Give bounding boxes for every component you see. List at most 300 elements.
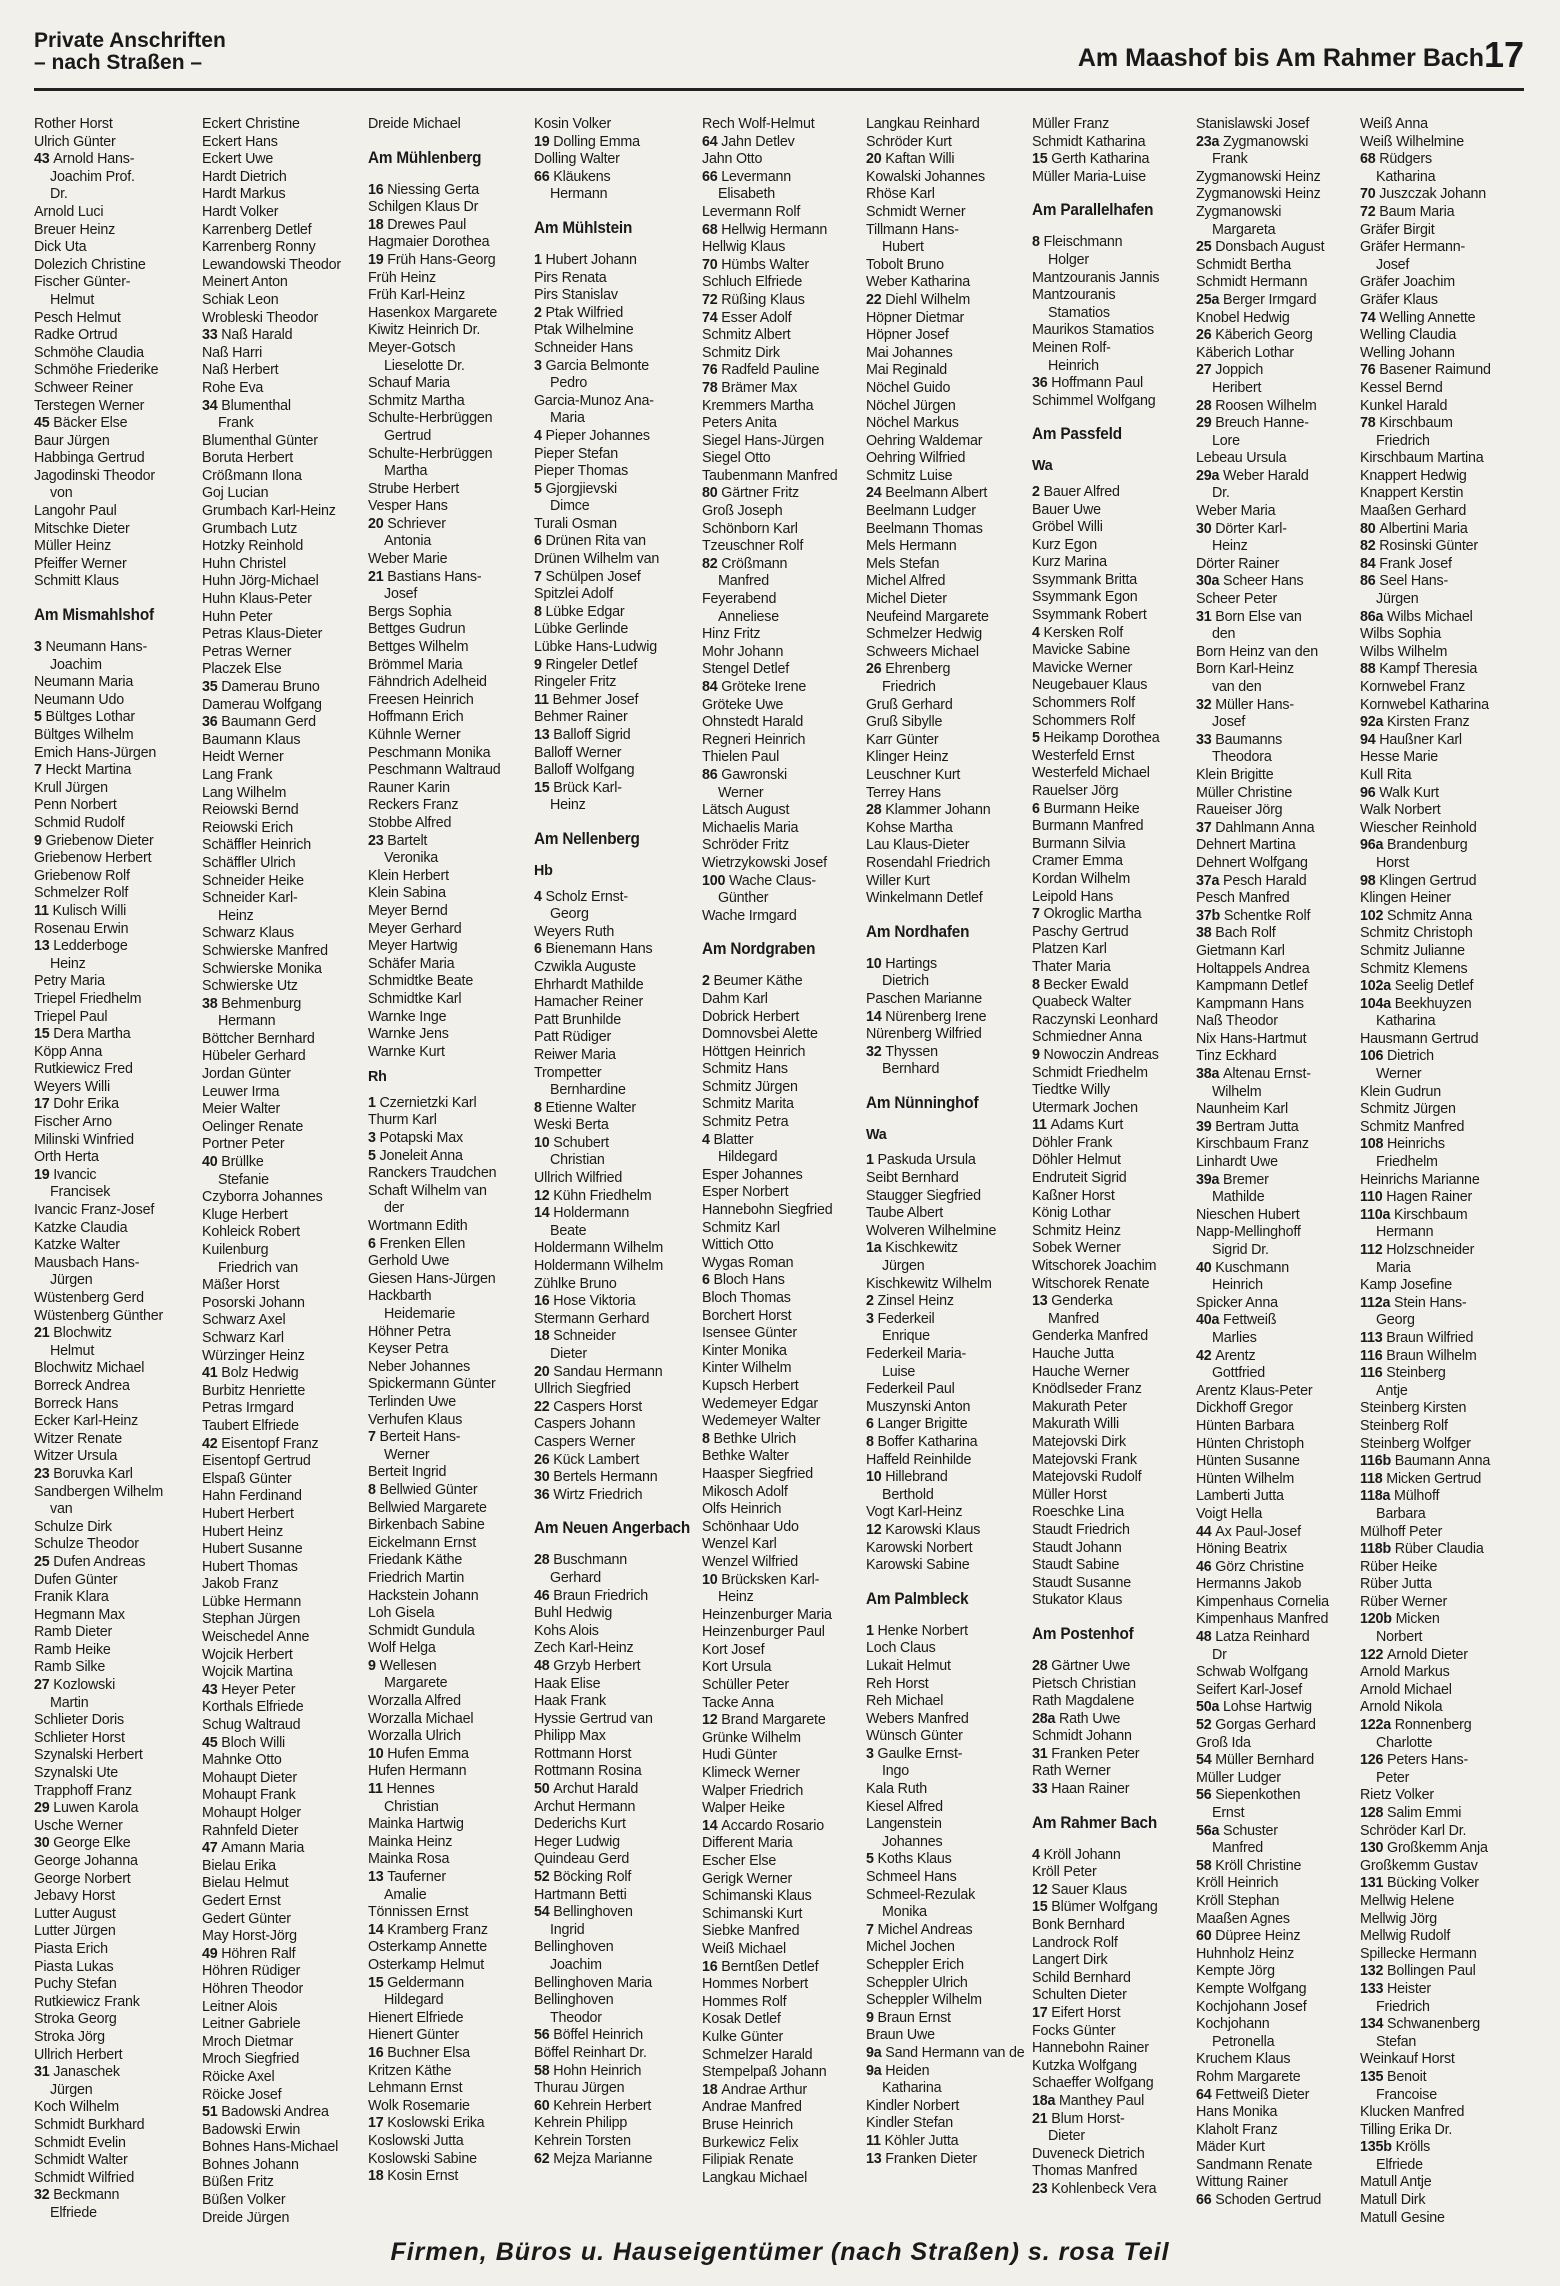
- house-number: 7: [1032, 906, 1044, 923]
- resident-entry: Lübke Hermann: [202, 1593, 302, 1610]
- house-number: 18a: [1032, 2092, 1060, 2109]
- resident-entry: 112a Stein Hans-: [1360, 1294, 1467, 1311]
- resident-entry: 16 Niessing Gerta: [368, 181, 480, 198]
- resident-entry: 5 Joneleit Anna: [368, 1147, 463, 1164]
- house-number: 102a: [1360, 978, 1395, 995]
- resident-entry: Haasper Siegfried: [702, 1465, 814, 1482]
- resident-entry: Borchert Horst: [702, 1307, 792, 1324]
- resident-entry: Tiedtke Willy: [1032, 1082, 1110, 1099]
- resident-entry: 8 Boffer Katharina: [866, 1433, 978, 1450]
- resident-entry: Oelinger Renate: [202, 1118, 304, 1135]
- resident-entry: Haak Frank: [534, 1693, 606, 1710]
- resident-entry: Höpner Dietmar: [866, 309, 965, 326]
- house-number: 10: [702, 1571, 722, 1588]
- resident-entry: Mroch Dietmar: [202, 2033, 294, 2050]
- resident-entry: Schröder Kurt: [866, 133, 952, 150]
- resident-entry: Heinz: [1212, 538, 1248, 555]
- resident-entry: Mäder Kurt: [1196, 2139, 1265, 2156]
- resident-entry: Francoise: [1376, 2086, 1437, 2103]
- resident-entry: Weber Marie: [368, 551, 448, 568]
- house-number: 68: [702, 221, 722, 238]
- resident-entry: 70 Juszczak Johann: [1360, 186, 1486, 203]
- house-number: 88: [1360, 661, 1380, 678]
- house-number: 22: [866, 291, 886, 308]
- resident-entry: Wenzel Karl: [702, 1536, 777, 1553]
- resident-entry: Bellinghoven Maria: [534, 1974, 652, 1991]
- house-number: 66: [702, 168, 722, 185]
- resident-entry: Mai Reginald: [866, 362, 948, 379]
- resident-entry: 17 Dohr Erika: [34, 1096, 119, 1113]
- resident-entry: Kohleick Robert: [202, 1224, 300, 1241]
- house-number: 78: [1360, 415, 1380, 432]
- resident-entry: Reh Michael: [866, 1693, 944, 1710]
- resident-entry: Hauche Werner: [1032, 1363, 1130, 1380]
- resident-entry: Georg: [1376, 1312, 1415, 1329]
- resident-entry: Wache Irmgard: [702, 907, 797, 924]
- resident-entry: Kurz Egon: [1032, 536, 1097, 553]
- resident-entry: 78 Kirschbaum: [1360, 415, 1453, 432]
- resident-entry: Ohnstedt Harald: [702, 714, 804, 731]
- resident-entry: Kupsch Herbert: [702, 1377, 799, 1394]
- resident-entry: Scheppler Erich: [866, 1957, 964, 1973]
- house-number: 6: [702, 1272, 714, 1289]
- resident-entry: Rauelser Jörg: [1032, 783, 1119, 799]
- resident-entry: Enrique: [882, 1328, 930, 1345]
- resident-entry: Cramer Emma: [1032, 853, 1123, 870]
- resident-entry: 56 Böffel Heinrich: [534, 2027, 643, 2044]
- resident-entry: 13 Tauferner: [368, 1869, 446, 1885]
- resident-entry: Schmöhe Friederike: [34, 362, 159, 379]
- resident-entry: Schommers Rolf: [1032, 695, 1135, 712]
- resident-entry: Schiak Leon: [202, 291, 279, 308]
- resident-entry: Birkenbach Sabine: [368, 1517, 485, 1534]
- resident-entry: Naß Herbert: [202, 362, 279, 379]
- resident-entry: Drünen Wilhelm van: [534, 551, 660, 568]
- resident-entry: Schaeffer Wolfgang: [1032, 2075, 1154, 2092]
- resident-entry: Mausbach Hans-: [34, 1254, 140, 1271]
- resident-entry: 82 Crößmann: [702, 555, 788, 572]
- resident-entry: Ernst: [1212, 1805, 1245, 1821]
- resident-entry: Landrock Rolf: [1032, 1934, 1118, 1951]
- resident-entry: 21 Blochwitz: [34, 1325, 112, 1342]
- resident-entry: 116 Braun Wilhelm: [1360, 1347, 1477, 1364]
- resident-entry: Höhren Rüdiger: [202, 1963, 301, 1980]
- resident-entry: Katzke Claudia: [34, 1219, 128, 1236]
- house-number: 2: [1032, 483, 1044, 500]
- resident-entry: 116b Baumann Anna: [1360, 1453, 1491, 1470]
- house-number: 11: [866, 2132, 885, 2149]
- resident-entry: Matejovski Dirk: [1032, 1433, 1126, 1450]
- house-number: 122a: [1360, 1717, 1395, 1734]
- resident-entry: Lutter August: [34, 1905, 116, 1922]
- house-number: 108: [1360, 1136, 1388, 1153]
- resident-entry: Szynalski Ute: [34, 1765, 119, 1782]
- resident-entry: Terlinden Uwe: [368, 1393, 456, 1410]
- resident-entry: Warnke Inge: [368, 1008, 447, 1025]
- house-number: 58: [1196, 1857, 1216, 1874]
- resident-entry: Büßen Volker: [202, 2192, 286, 2209]
- resident-entry: Gruß Gerhard: [866, 696, 953, 713]
- resident-entry: Arnold Nikola: [1360, 1699, 1443, 1716]
- house-number: 128: [1360, 1805, 1388, 1821]
- resident-entry: Heger Ludwig: [534, 1833, 620, 1850]
- resident-entry: Gräfer Klaus: [1360, 291, 1438, 308]
- resident-entry: Federkeil Maria-: [866, 1346, 967, 1362]
- resident-entry: Zygmanowski Heinz: [1196, 168, 1321, 185]
- resident-entry: 72 Rüßing Klaus: [702, 291, 805, 308]
- resident-entry: Paschen Marianne: [866, 990, 983, 1007]
- resident-entry: Taube Albert: [866, 1205, 944, 1222]
- house-number: 38: [202, 995, 222, 1012]
- resident-entry: Meier Walter: [202, 1101, 281, 1118]
- resident-entry: Reckers Franz: [368, 797, 459, 814]
- resident-entry: Mels Hermann: [866, 538, 957, 555]
- street-heading: Am Rahmer Bach: [1032, 1812, 1158, 1832]
- resident-entry: Matull Antje: [1360, 2174, 1432, 2191]
- house-number: 34: [202, 397, 222, 414]
- resident-entry: Köpp Anna: [34, 1043, 103, 1060]
- resident-entry: 17 Koslowski Erika: [368, 2115, 485, 2132]
- resident-entry: Schwarz Klaus: [202, 925, 294, 942]
- resident-entry: 15 Gerth Katharina: [1032, 151, 1150, 168]
- resident-entry: Müller Franz: [1032, 116, 1110, 132]
- resident-entry: van den: [1212, 679, 1262, 695]
- resident-entry: Röicke Josef: [202, 2086, 282, 2103]
- resident-entry: Blochwitz Michael: [34, 1360, 145, 1377]
- resident-entry: 13 Franken Dieter: [866, 2150, 978, 2167]
- resident-entry: 29a Weber Harald: [1196, 467, 1309, 484]
- house-number: 29a: [1196, 467, 1224, 484]
- resident-entry: Langkau Reinhard: [866, 116, 980, 132]
- resident-entry: Genderka Manfred: [1032, 1328, 1149, 1345]
- resident-entry: Lebeau Ursula: [1196, 450, 1287, 467]
- resident-entry: Stroka Georg: [34, 2011, 117, 2028]
- resident-entry: Hans Monika: [1196, 2104, 1278, 2121]
- resident-entry: Klinger Heinz: [866, 749, 949, 766]
- resident-entry: Kurz Marina: [1032, 554, 1107, 571]
- resident-entry: 9 Wellesen: [368, 1657, 437, 1674]
- resident-entry: Levermann Rolf: [702, 203, 801, 220]
- house-number: 16: [534, 1293, 554, 1310]
- house-number: 13: [1032, 1293, 1052, 1310]
- house-number: 48: [1196, 1629, 1216, 1646]
- resident-entry: 29 Breuch Hanne-: [1196, 415, 1309, 432]
- house-number: 6: [534, 533, 546, 550]
- resident-entry: 10 Hartings: [866, 955, 937, 972]
- house-number: 30: [534, 1469, 554, 1486]
- resident-entry: Mavicke Sabine: [1032, 642, 1131, 659]
- resident-entry: Born Heinz van den: [1196, 643, 1318, 660]
- house-number: 135b: [1360, 2139, 1396, 2156]
- resident-entry: Käberich Lothar: [1196, 344, 1294, 361]
- resident-entry: 135 Benoit: [1360, 2068, 1427, 2085]
- resident-entry: Müller Ludger: [1196, 1769, 1281, 1786]
- resident-entry: Petronella: [1212, 2033, 1275, 2050]
- house-number: 6: [534, 941, 546, 958]
- resident-entry: Theodor: [550, 2009, 602, 2026]
- resident-entry: 18 Drewes Paul: [368, 216, 467, 233]
- resident-entry: Matejovski Rudolf: [1032, 1469, 1142, 1486]
- page-number: 17: [1483, 34, 1524, 75]
- resident-entry: Heinrichs Marianne: [1360, 1171, 1480, 1188]
- resident-entry: Quindeau Gerd: [534, 1851, 630, 1868]
- address-columns: [34, 116, 1534, 2226]
- resident-entry: Escher Else: [702, 1853, 777, 1869]
- resident-entry: Schmitz Albert: [702, 327, 791, 344]
- house-number: 3: [866, 1745, 878, 1762]
- resident-entry: 128 Salim Emmi: [1360, 1805, 1462, 1821]
- resident-entry: Domnovsbei Alette: [702, 1026, 818, 1043]
- resident-entry: Knödlseder Franz: [1032, 1381, 1142, 1398]
- resident-entry: Burkewicz Felix: [702, 2134, 799, 2151]
- resident-entry: 135b Krölls: [1360, 2139, 1431, 2156]
- resident-entry: Jordan Günter: [202, 1066, 291, 1083]
- resident-entry: Dreide Michael: [368, 116, 461, 132]
- house-number: 12: [534, 1187, 554, 1204]
- resident-entry: 20 Sandau Hermann: [534, 1363, 663, 1380]
- resident-entry: Hardt Markus: [202, 186, 286, 203]
- resident-entry: 58 Hohn Heinrich: [534, 2062, 642, 2079]
- resident-entry: Weiß Wilhelmine: [1360, 133, 1464, 150]
- resident-entry: Schmidt Friedhelm: [1032, 1064, 1148, 1081]
- resident-entry: 23a Zygmanowski: [1196, 133, 1309, 150]
- resident-entry: Ullrich Siegfried: [534, 1381, 631, 1398]
- resident-entry: Stengel Detlef: [702, 661, 790, 678]
- resident-entry: Petras Werner: [202, 643, 292, 660]
- resident-entry: Rath Werner: [1032, 1763, 1111, 1780]
- resident-entry: Thater Maria: [1032, 958, 1111, 975]
- resident-entry: Friedank Käthe: [368, 1552, 463, 1569]
- house-number: 43: [34, 151, 54, 168]
- resident-entry: 7 Okroglic Martha: [1032, 906, 1142, 923]
- resident-entry: 37a Pesch Harald: [1196, 872, 1307, 889]
- resident-entry: Lang Wilhelm: [202, 784, 287, 801]
- resident-entry: Boruta Herbert: [202, 450, 293, 467]
- resident-entry: Kala Ruth: [866, 1781, 927, 1798]
- resident-entry: Kimpenhaus Cornelia: [1196, 1593, 1329, 1610]
- house-number: 18: [534, 1328, 554, 1345]
- resident-entry: Walk Norbert: [1360, 802, 1441, 819]
- resident-entry: Peschmann Monika: [368, 744, 491, 761]
- resident-entry: Ramb Silke: [34, 1659, 106, 1676]
- resident-entry: Kempte Wolfgang: [1196, 1980, 1307, 1997]
- resident-entry: 102a Seelig Detlef: [1360, 978, 1474, 995]
- resident-entry: Pesch Manfred: [1196, 890, 1290, 907]
- house-number: 33: [1196, 731, 1216, 748]
- resident-entry: Kindler Stefan: [866, 2115, 954, 2132]
- resident-entry: Hardt Volker: [202, 203, 279, 220]
- house-number: 56: [1196, 1787, 1216, 1804]
- resident-entry: Stobbe Alfred: [368, 814, 452, 831]
- resident-entry: 6 Bloch Hans: [702, 1272, 785, 1289]
- house-number: 6: [866, 1416, 878, 1433]
- resident-entry: Hubert Heinz: [202, 1523, 284, 1540]
- resident-entry: Hoffmann Erich: [368, 709, 464, 726]
- resident-entry: Siegel Hans-Jürgen: [702, 432, 824, 449]
- house-number: 11: [534, 691, 553, 708]
- resident-entry: Maaßen Gerhard: [1360, 503, 1467, 520]
- resident-entry: 35 Damerau Bruno: [202, 679, 320, 695]
- resident-entry: Heinzenburger Paul: [702, 1624, 825, 1641]
- house-number: 1: [368, 1094, 380, 1111]
- resident-entry: Mai Johannes: [866, 344, 953, 361]
- resident-entry: Bettges Gudrun: [368, 621, 466, 638]
- resident-entry: 37 Dahlmann Anna: [1196, 819, 1315, 836]
- resident-entry: Schmöhe Claudia: [34, 344, 144, 361]
- resident-entry: Schmitz Heinz: [1032, 1222, 1121, 1239]
- house-number: 31: [34, 2064, 54, 2081]
- resident-entry: 39 Bertram Jutta: [1196, 1118, 1299, 1135]
- house-number: 10: [866, 1469, 886, 1486]
- house-number: 92a: [1360, 714, 1388, 731]
- resident-entry: Eckert Hans: [202, 133, 278, 150]
- resident-entry: Amalie: [384, 1886, 427, 1903]
- resident-entry: 92a Kirsten Franz: [1360, 714, 1470, 731]
- house-number: 118b: [1360, 1541, 1395, 1558]
- resident-entry: Langenstein: [866, 1816, 942, 1833]
- header-label-line1: Private Anschriften: [34, 29, 226, 52]
- resident-entry: Schmidt Gundula: [368, 1622, 475, 1639]
- resident-entry: Schild Bernhard: [1032, 1969, 1131, 1986]
- resident-entry: Emich Hans-Jürgen: [34, 744, 157, 761]
- resident-entry: Stamatios: [1048, 304, 1110, 321]
- resident-entry: Schmidt Walter: [34, 2152, 128, 2169]
- resident-entry: Huhn Jörg-Michael: [202, 573, 319, 590]
- resident-entry: Schommers Rolf: [1032, 712, 1135, 729]
- resident-entry: Sandbergen Wilhelm: [34, 1483, 164, 1500]
- resident-entry: König Lothar: [1032, 1205, 1111, 1222]
- resident-entry: Dr: [1212, 1646, 1227, 1663]
- resident-entry: Hackbarth: [368, 1288, 432, 1305]
- resident-entry: Willer Kurt: [866, 872, 930, 889]
- resident-entry: 112 Holzschneider: [1360, 1242, 1475, 1258]
- resident-entry: Dehnert Martina: [1196, 837, 1296, 854]
- resident-entry: Wilbs Wilhelm: [1360, 643, 1448, 660]
- resident-entry: Stempelpaß Johann: [702, 2064, 827, 2081]
- resident-entry: 50a Lohse Hartwig: [1196, 1699, 1312, 1716]
- resident-entry: Ssymmank Robert: [1032, 607, 1147, 624]
- resident-entry: Lutter Jürgen: [34, 1923, 116, 1940]
- resident-entry: Wortmann Edith: [368, 1218, 468, 1235]
- house-number: 76: [1360, 362, 1380, 379]
- resident-entry: Heinz: [550, 797, 586, 814]
- resident-entry: 10 Hillebrand: [866, 1469, 948, 1486]
- resident-entry: 64 Fettweiß Dieter: [1196, 2086, 1310, 2103]
- resident-entry: Barbara: [1376, 1505, 1426, 1522]
- resident-entry: Nöchel Guido: [866, 379, 951, 396]
- resident-entry: Röicke Axel: [202, 2068, 275, 2085]
- resident-entry: Piasta Erich: [34, 1940, 108, 1957]
- house-number: 25: [1196, 239, 1216, 256]
- resident-entry: Krull Jürgen: [34, 779, 108, 796]
- house-number: 116b: [1360, 1453, 1395, 1470]
- resident-entry: Gottfried: [1212, 1365, 1266, 1382]
- resident-entry: Wojcik Herbert: [202, 1646, 293, 1663]
- resident-entry: Karrenberg Ronny: [202, 239, 316, 256]
- house-number: 42: [202, 1435, 222, 1452]
- resident-entry: Arnold Markus: [1360, 1664, 1450, 1681]
- resident-entry: Antonia: [384, 533, 432, 550]
- resident-entry: Burmann Silvia: [1032, 835, 1126, 852]
- resident-entry: 13 Balloff Sigrid: [534, 727, 631, 743]
- resident-entry: Schluch Elfriede: [702, 274, 803, 291]
- resident-entry: 28a Rath Uwe: [1032, 1710, 1121, 1727]
- resident-entry: Born Karl-Heinz: [1196, 661, 1294, 678]
- resident-entry: Weber Maria: [1196, 503, 1276, 520]
- house-number: 15: [368, 1974, 388, 1991]
- resident-entry: Ulrich Günter: [34, 133, 116, 150]
- resident-entry: Crößmann Ilona: [202, 467, 302, 484]
- resident-entry: Wedemeyer Walter: [702, 1413, 821, 1430]
- resident-entry: Pirs Renata: [534, 269, 607, 286]
- house-number: 21: [34, 1325, 54, 1342]
- resident-entry: Burbitz Henriette: [202, 1382, 306, 1399]
- resident-entry: Holger: [1048, 251, 1089, 268]
- header-range-title: Am Maashof bis Am Rahmer Bach: [1077, 44, 1484, 72]
- resident-entry: Schwierske Manfred: [202, 942, 328, 959]
- house-number: 60: [534, 2097, 554, 2114]
- resident-entry: Heidt Werner: [202, 749, 284, 766]
- resident-entry: Platzen Karl: [1032, 941, 1107, 958]
- resident-entry: Schmitz Marita: [702, 1096, 794, 1113]
- house-number: 74: [1360, 309, 1380, 326]
- resident-entry: Kröll Heinrich: [1196, 1875, 1279, 1892]
- resident-entry: 40a Fettweiß: [1196, 1312, 1277, 1329]
- resident-entry: Heinzenburger Maria: [702, 1606, 832, 1623]
- house-number: 39: [1196, 1118, 1216, 1135]
- resident-entry: Kluge Herbert: [202, 1206, 288, 1223]
- resident-entry: Vogt Karl-Heinz: [866, 1504, 963, 1521]
- resident-entry: 43 Heyer Peter: [202, 1681, 296, 1698]
- resident-entry: Schüller Peter: [702, 1677, 789, 1694]
- resident-entry: 16 Hose Viktoria: [534, 1293, 636, 1310]
- resident-entry: Patt Brunhilde: [534, 1011, 622, 1028]
- resident-entry: Monika: [882, 1904, 927, 1921]
- resident-entry: 38 Behmenburg: [202, 995, 302, 1012]
- resident-entry: Bauer Uwe: [1032, 501, 1101, 518]
- resident-entry: Koslowski Jutta: [368, 2132, 464, 2149]
- resident-entry: 11 Behmer Josef: [534, 691, 639, 708]
- resident-entry: Griebenow Rolf: [34, 867, 130, 884]
- resident-entry: Mellwig Rudolf: [1360, 1928, 1451, 1945]
- resident-entry: Kruchem Klaus: [1196, 2051, 1291, 2068]
- resident-entry: Reh Horst: [866, 1675, 929, 1692]
- resident-entry: Schmeel-Rezulak: [866, 1886, 976, 1903]
- resident-entry: Huhnholz Heinz: [1196, 1945, 1295, 1962]
- resident-entry: Meinert Anton: [202, 274, 288, 291]
- resident-entry: 42 Eisentopf Franz: [202, 1435, 319, 1452]
- house-number: 22: [534, 1398, 554, 1415]
- resident-entry: Welling Claudia: [1360, 327, 1457, 344]
- resident-entry: Schimanski Klaus: [702, 1888, 812, 1905]
- house-number: 35: [202, 679, 222, 695]
- resident-entry: Kehrein Torsten: [534, 2132, 631, 2149]
- resident-entry: Wrobleski Theodor: [202, 309, 319, 326]
- resident-entry: Weinkauf Horst: [1360, 2051, 1455, 2068]
- resident-entry: Helmut: [50, 1342, 95, 1359]
- resident-entry: Dieter: [1048, 2128, 1085, 2145]
- house-number: 1: [866, 1152, 878, 1169]
- resident-entry: Stukator Klaus: [1032, 1592, 1123, 1609]
- resident-entry: Worzalla Michael: [368, 1710, 474, 1727]
- house-number: 6: [1032, 800, 1044, 817]
- house-number: 7: [368, 1429, 380, 1446]
- street-heading: Am Nünninghof: [866, 1092, 979, 1112]
- resident-entry: Stroka Jörg: [34, 2028, 105, 2045]
- resident-entry: Lieselotte Dr.: [384, 357, 465, 374]
- resident-entry: Badowski Erwin: [202, 2121, 301, 2138]
- district-code: Wa: [866, 1126, 887, 1143]
